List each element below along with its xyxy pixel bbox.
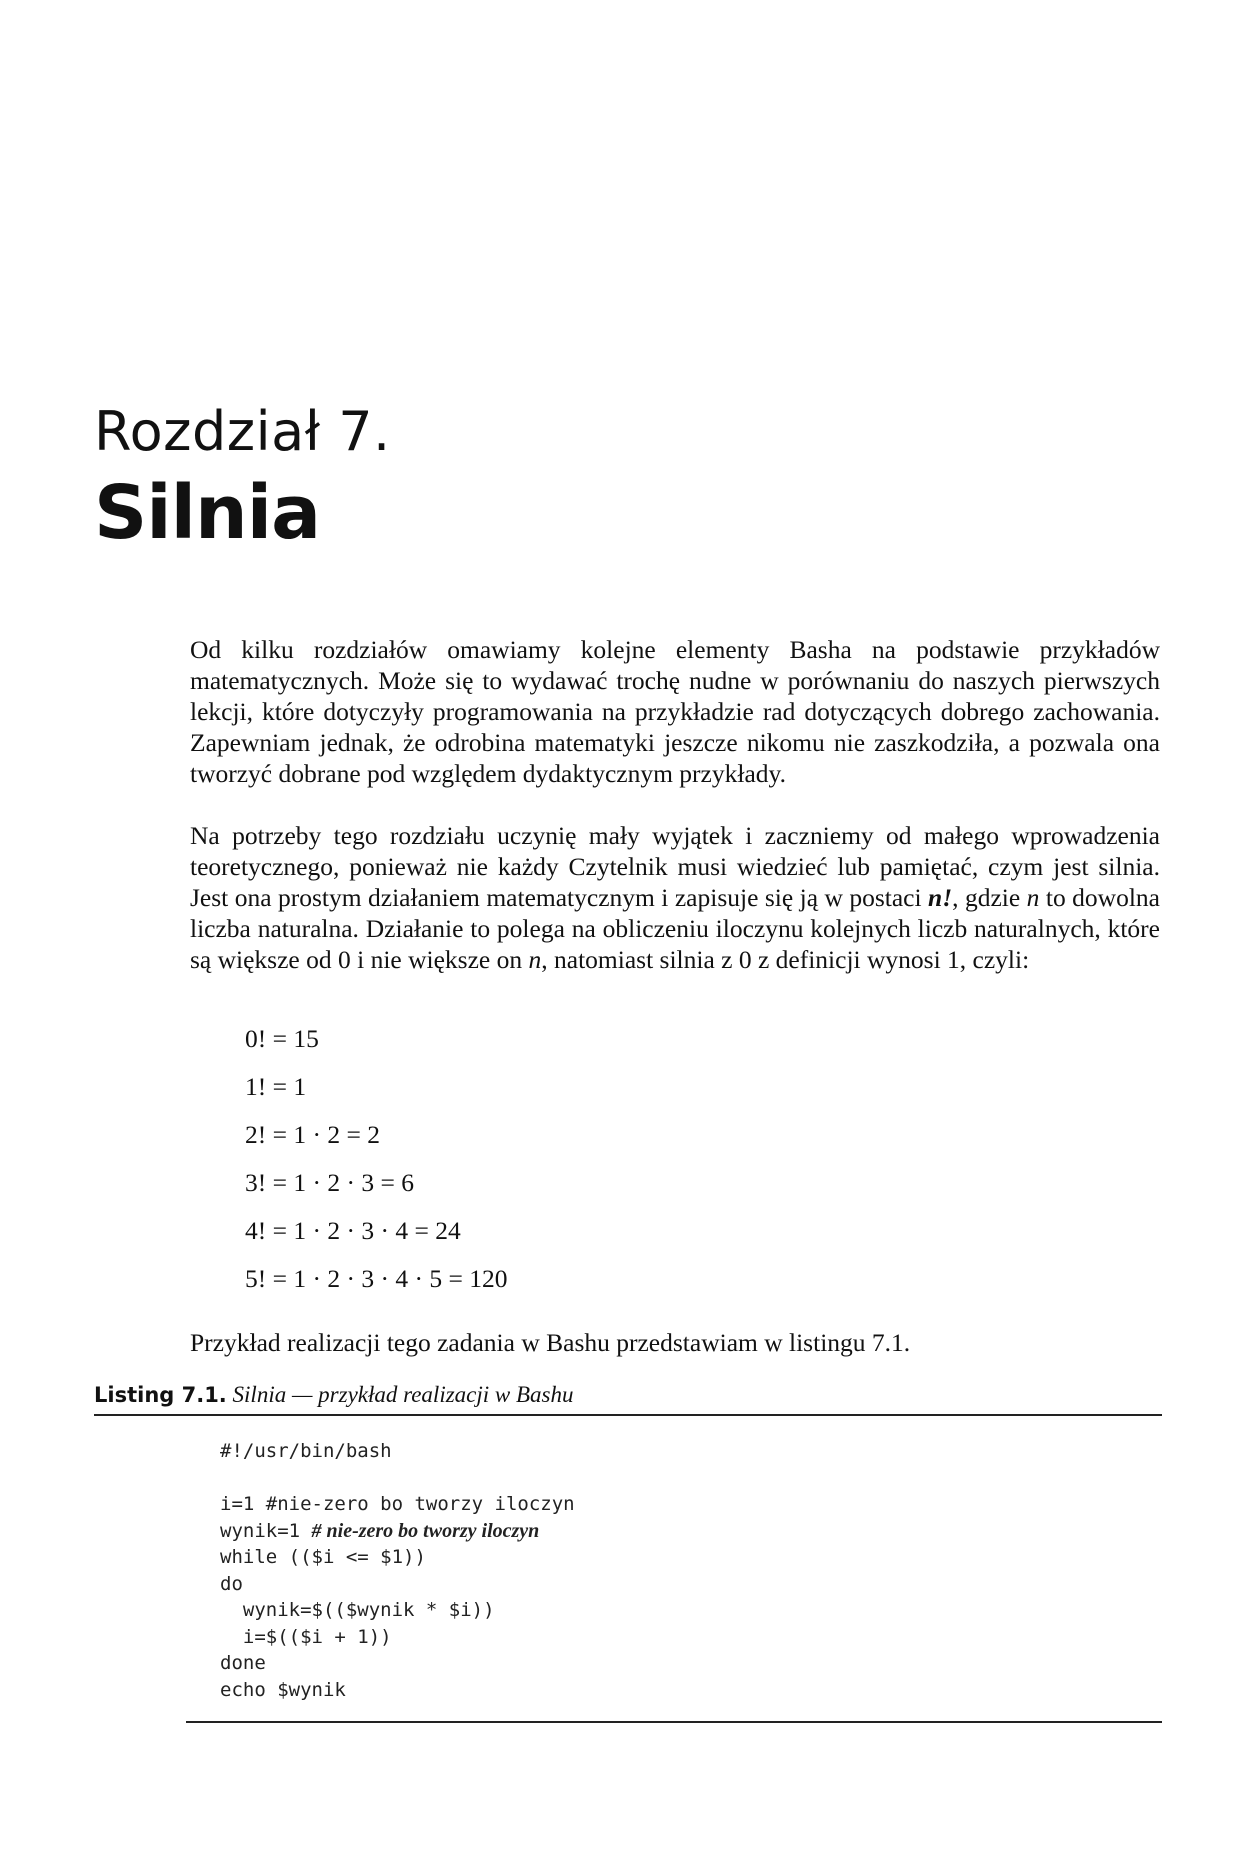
code-comment: # nie-zero bo tworzy iloczyn <box>311 1519 540 1542</box>
listing-title: Silnia — przykład realizacji w Bashu <box>226 1382 574 1407</box>
formula-line: 1! = 1 <box>245 1072 307 1101</box>
code-line: do <box>220 1572 243 1595</box>
listing-label: Listing 7.1. <box>94 1383 227 1407</box>
formula-line: 3! = 1 · 2 · 3 = 6 <box>245 1168 414 1197</box>
code-line <box>220 1465 575 1492</box>
code-line: done <box>220 1652 266 1674</box>
variable-n: n <box>528 945 542 974</box>
code-listing <box>220 1438 575 1703</box>
formula-line: 0! = 15 <box>245 1024 319 1053</box>
code-line: i=1 #nie-zero bo tworzy iloczyn <box>220 1493 575 1515</box>
definition-text-part-2: , gdzie <box>952 883 1027 912</box>
formula-line: 4! = 1 · 2 · 3 · 4 = 24 <box>245 1216 461 1245</box>
definition-text-part-1: Na potrzeby tego rozdziału uczynię mały wyjątek i zaczniemy od małego wprowadzenia teoretycznego, ponieważ nie każdy Czytelnik musi wiedzieć lub pamiętać, czym jest silnia. Jest ona prostym działaniem matematycznym i zapisuje się ją w postaci <box>190 821 1160 912</box>
definition-text-part-4: , natomiast silnia z 0 z definicji wynosi 1, czyli: <box>541 945 1030 974</box>
code-line: while (($i <= $1)) <box>220 1546 426 1568</box>
intro-paragraph: Od kilku rozdziałów omawiamy kolejne elementy Basha na podstawie przykładów matematycznych. Może się to wydawać trochę nudne w porównaniu do naszych pierwszych lekcji, które dotyczyły programowania na przykładzie rad dotyczących dobrego zachowania. Zapewniam jednak, że odrobina matematyki jeszcze nikomu nie zaszkodziła, a pozwala ona tworzyć dobrane pod względem dydaktycznym przykłady. <box>190 635 1160 788</box>
chapter-number: Rozdział 7. <box>94 400 391 463</box>
listing-bottom-rule <box>186 1721 1162 1723</box>
factorial-notation: n! <box>928 883 953 912</box>
code-line: #!/usr/bin/bash <box>220 1440 392 1462</box>
code-line-text: wynik=1 <box>220 1519 312 1542</box>
formula-line: 5! = 1 · 2 · 3 · 4 · 5 = 120 <box>245 1264 508 1293</box>
variable-n: n <box>1026 883 1040 912</box>
listing-top-rule <box>94 1414 1162 1416</box>
chapter-title: Silnia <box>94 470 321 556</box>
formula-line: 2! = 1 · 2 = 2 <box>245 1120 380 1149</box>
code-line: wynik=$(($wynik * $i)) <box>220 1599 495 1621</box>
listing-reference-paragraph: Przykład realizacji tego zadania w Bashu przedstawiam w listingu 7.1. <box>190 1328 911 1357</box>
definition-paragraph <box>190 820 1160 975</box>
definition-text-part-3: to dowolna liczba naturalna. Działanie to polega na obliczeniu iloczynu kolejnych liczb naturalnych, które są większe od 0 i nie większe on <box>190 883 1160 974</box>
code-line: echo $wynik <box>220 1678 346 1701</box>
code-line <box>220 1518 575 1545</box>
code-line: i=$(($i + 1)) <box>220 1625 392 1648</box>
factorial-examples-list <box>245 1024 507 1312</box>
listing-caption <box>94 1382 574 1408</box>
